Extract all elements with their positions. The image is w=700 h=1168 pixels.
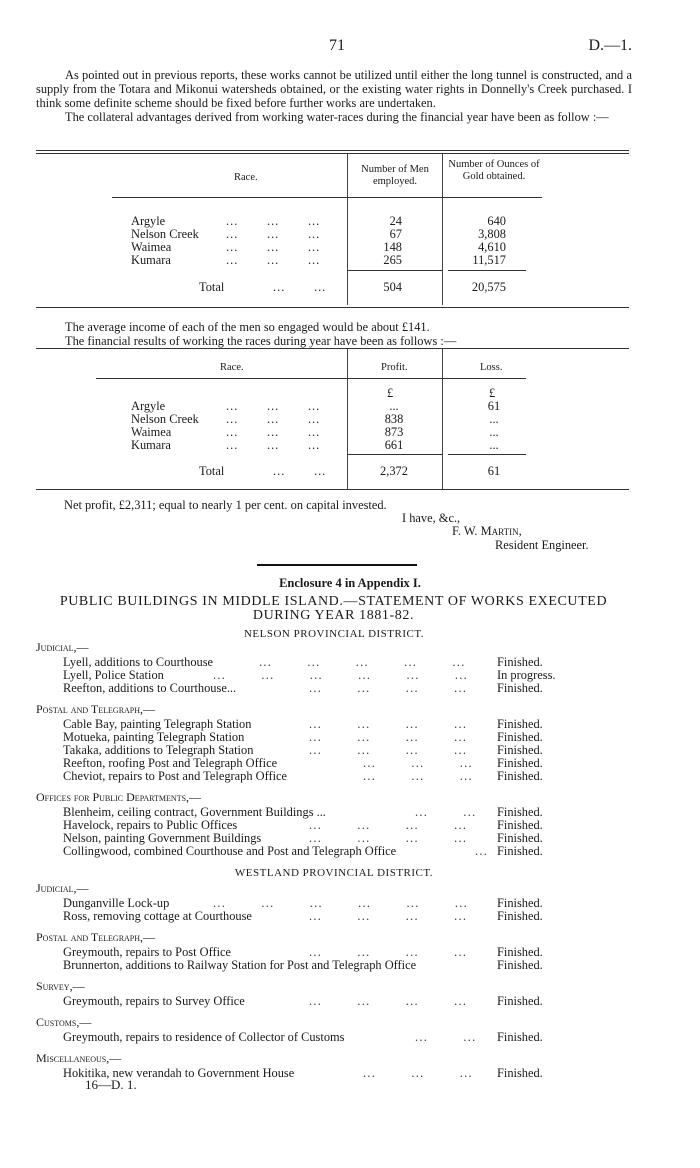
leader-dots: ... ... ... bbox=[226, 425, 321, 439]
loss-unit: £ bbox=[489, 386, 496, 400]
westland-district-heading: WESTLAND PROVINCIAL DISTRICT. bbox=[234, 867, 434, 879]
profit-value: 873 bbox=[384, 425, 404, 439]
statement-title-line-1: PUBLIC BUILDINGS IN MIDDLE ISLAND.—STATEMENT OF WORKS EXECUTED bbox=[59, 594, 608, 609]
section-postal-telegraph: Postal and Telegraph,— bbox=[36, 930, 156, 944]
list-item: Dunganville Lock-up ... ... ... ... ... ... Finished. bbox=[63, 896, 543, 910]
section-divider bbox=[257, 564, 417, 566]
leader-dots: ... ... bbox=[273, 280, 327, 294]
document-reference: D.—1. bbox=[588, 37, 632, 54]
races-employment-table bbox=[36, 150, 629, 310]
leader-dots: ... ... ... bbox=[226, 253, 321, 267]
item-name: Hokitika, new verandah to Government House bbox=[63, 1066, 295, 1080]
leader-dots: ... ... ... bbox=[226, 214, 321, 228]
item-status: Finished. bbox=[497, 717, 543, 731]
item-status: Finished. bbox=[497, 896, 543, 910]
item-status: Finished. bbox=[497, 844, 543, 858]
item-name: Lyell, additions to Courthouse bbox=[63, 655, 214, 669]
item-name: Greymouth, repairs to Survey Office bbox=[63, 994, 245, 1008]
item-name: Cable Bay, painting Telegraph Station bbox=[63, 717, 252, 731]
table-top-rule-2 bbox=[36, 153, 629, 154]
item-status: Finished. bbox=[497, 805, 543, 819]
item-status: Finished. bbox=[497, 730, 543, 744]
list-item: Takaka, additions to Telegraph Station ... ... ... ... Finished. bbox=[63, 743, 543, 757]
race-name: Nelson Creek bbox=[131, 412, 199, 426]
list-item: Lyell, Police Station ... ... ... ... ... ... In progress. bbox=[63, 668, 556, 682]
item-name: Takaka, additions to Telegraph Station bbox=[63, 743, 254, 757]
item-name: Cheviot, repairs to Post and Telegraph Office bbox=[63, 769, 288, 783]
loss-value: 61 bbox=[487, 399, 501, 413]
profit-unit: £ bbox=[387, 386, 394, 400]
list-item: Cheviot, repairs to Post and Telegraph Office ... ... ... Finished. bbox=[63, 769, 543, 783]
race-name: Nelson Creek bbox=[131, 227, 199, 241]
item-status: Finished. bbox=[497, 818, 543, 832]
section-judicial: Judicial,— bbox=[36, 881, 89, 895]
list-item: Blenheim, ceiling contract, Government Buildings ... ... ... Finished. bbox=[63, 805, 543, 819]
footer-signature-code: 16—D. 1. bbox=[85, 1077, 137, 1092]
item-name: Greymouth, repairs to residence of Collector of Customs bbox=[63, 1030, 345, 1044]
list-item: Havelock, repairs to Public Offices ... ... ... ... Finished. bbox=[63, 818, 543, 832]
leader-dots: ... ... ... bbox=[226, 438, 321, 452]
header-race: Race. bbox=[234, 172, 258, 183]
item-status: Finished. bbox=[497, 958, 543, 972]
item-status: Finished. bbox=[497, 1066, 543, 1080]
profit-value: 838 bbox=[384, 412, 404, 426]
net-profit-line: Net profit, £2,311; equal to nearly 1 per cent. on capital invested. bbox=[64, 498, 387, 512]
financial-results-line: The financial results of working the races during year have been as follows :— bbox=[65, 334, 457, 349]
total-profit: 2,372 bbox=[380, 464, 408, 478]
item-status: Finished. bbox=[497, 769, 543, 783]
total-label: Total bbox=[199, 280, 225, 294]
loss-value: ... bbox=[489, 412, 499, 426]
header-loss: Loss. bbox=[480, 362, 503, 373]
ounces-value: 3,808 bbox=[478, 227, 506, 241]
list-item: Reefton, roofing Post and Telegraph Office ... ... ... Finished. bbox=[63, 756, 543, 770]
profit-value: ... bbox=[389, 399, 399, 413]
table-bottom-rule bbox=[36, 307, 629, 308]
race-name: Kumara bbox=[131, 438, 171, 452]
column-divider bbox=[347, 153, 348, 305]
total-label: Total bbox=[199, 464, 225, 478]
ounces-value: 640 bbox=[487, 214, 506, 228]
header-profit: Profit. bbox=[381, 362, 408, 373]
intro-text bbox=[36, 68, 632, 125]
item-name: Brunnerton, additions to Railway Station for Post and Telegraph Office bbox=[63, 958, 417, 972]
page-header bbox=[0, 37, 700, 57]
table-top-rule bbox=[36, 150, 629, 151]
race-name: Kumara bbox=[131, 253, 171, 267]
item-status: Finished. bbox=[497, 743, 543, 757]
total-loss: 61 bbox=[487, 464, 501, 478]
signature-title: Resident Engineer. bbox=[495, 538, 589, 552]
item-status: Finished. bbox=[497, 945, 543, 959]
item-name: Motueka, painting Telegraph Station bbox=[63, 730, 245, 744]
races-profit-loss-table bbox=[36, 348, 629, 498]
list-item: Hokitika, new verandah to Government House ... ... ... Finished. bbox=[63, 1066, 543, 1080]
item-name: Dunganville Lock-up bbox=[63, 896, 170, 910]
loss-value: ... bbox=[489, 438, 499, 452]
item-name: Havelock, repairs to Public Offices bbox=[63, 818, 238, 832]
list-item: Greymouth, repairs to Survey Office ... ... ... ... Finished. bbox=[63, 994, 543, 1008]
nelson-district-heading: NELSON PROVINCIAL DISTRICT. bbox=[243, 628, 425, 640]
ounces-value: 4,610 bbox=[478, 240, 506, 254]
header-men-employed: Number of Men employed. bbox=[361, 164, 429, 187]
subtotal-rule bbox=[347, 270, 442, 271]
list-item: Collingwood, combined Courthouse and Post and Telegraph Office ... Finished. bbox=[63, 844, 543, 858]
header-rule bbox=[112, 197, 542, 198]
enclosure-heading: Enclosure 4 in Appendix I. bbox=[279, 576, 421, 590]
statement-title-line-2: DURING YEAR 1881-82. bbox=[252, 608, 415, 623]
middle-text bbox=[36, 320, 632, 348]
subtotal-rule bbox=[347, 454, 442, 455]
item-status: Finished. bbox=[497, 831, 543, 845]
table-bottom-rule bbox=[36, 489, 629, 490]
profit-value: 661 bbox=[384, 438, 404, 452]
subtotal-rule bbox=[448, 270, 526, 271]
section-miscellaneous: Miscellaneous,— bbox=[36, 1051, 122, 1065]
list-item: Nelson, painting Government Buildings ... ... ... ... Finished. bbox=[63, 831, 543, 845]
section-offices-public-departments: Offices for Public Departments,— bbox=[36, 790, 202, 804]
table-top-rule bbox=[36, 348, 629, 349]
loss-value: ... bbox=[489, 425, 499, 439]
list-item: Motueka, painting Telegraph Station ... ... ... ... Finished. bbox=[63, 730, 543, 744]
leader-dots: ... ... ... bbox=[226, 227, 321, 241]
signature-salutation: I have, &c., bbox=[402, 511, 461, 525]
ounces-value: 11,517 bbox=[472, 253, 506, 267]
list-item: Greymouth, repairs to residence of Collector of Customs ... ... Finished. bbox=[63, 1030, 543, 1044]
men-value: 148 bbox=[383, 240, 402, 254]
men-value: 67 bbox=[389, 227, 402, 241]
list-item bbox=[63, 958, 648, 971]
item-name: Lyell, Police Station bbox=[63, 668, 164, 682]
list-item: Lyell, additions to Courthouse ... ... ... ... ... Finished. bbox=[63, 655, 543, 669]
intro-paragraph-1: As pointed out in previous reports, these works cannot be utilized until either the long tunnel is constructed, and a supply from the Totara and Mikonui watersheds obtained, or the existing water rights in Donnelly's Creek purchased. I think some definite scheme should be fixed before further works are undertaken. bbox=[36, 68, 632, 111]
men-value: 24 bbox=[389, 214, 402, 228]
item-name: Collingwood, combined Courthouse and Post and Telegraph Office bbox=[63, 844, 397, 858]
race-name: Argyle bbox=[131, 399, 166, 413]
item-name: Reefton, roofing Post and Telegraph Office bbox=[63, 756, 278, 770]
subtotal-rule bbox=[448, 454, 526, 455]
leader-dots: ... ... bbox=[273, 464, 327, 478]
section-survey: Survey,— bbox=[36, 979, 85, 993]
total-men: 504 bbox=[383, 280, 402, 294]
column-divider bbox=[347, 349, 348, 489]
race-name: Waimea bbox=[131, 240, 172, 254]
section-judicial: Judicial,— bbox=[36, 640, 89, 654]
list-item: Cable Bay, painting Telegraph Station ... ... ... ... Finished. bbox=[63, 717, 543, 731]
item-name: Ross, removing cottage at Courthouse bbox=[63, 909, 252, 923]
column-divider bbox=[442, 153, 443, 305]
item-status: Finished. bbox=[497, 1030, 543, 1044]
average-income-line: The average income of each of the men so engaged would be about £141. bbox=[65, 320, 430, 334]
list-item: Ross, removing cottage at Courthouse ... ... ... ... Finished. bbox=[63, 909, 543, 923]
item-name: Nelson, painting Government Buildings bbox=[63, 831, 262, 845]
leader-dots: ... ... ... bbox=[226, 240, 321, 254]
item-status: Finished. bbox=[497, 655, 543, 669]
item-name: Reefton, additions to Courthouse... bbox=[63, 681, 237, 695]
item-status: In progress. bbox=[497, 668, 556, 682]
page-number: 71 bbox=[329, 37, 345, 54]
leader-dots: ... ... ... bbox=[226, 399, 321, 413]
race-name: Waimea bbox=[131, 425, 172, 439]
item-name: Blenheim, ceiling contract, Government Buildings ... bbox=[63, 805, 326, 819]
item-status: Finished. bbox=[497, 994, 543, 1008]
men-value: 265 bbox=[383, 253, 402, 267]
item-status: Finished. bbox=[497, 681, 543, 695]
list-item: Reefton, additions to Courthouse... ... ... ... ... Finished. bbox=[63, 681, 543, 695]
header-ounces-gold: Number of Ounces of Gold obtained. bbox=[448, 159, 540, 182]
header-rule bbox=[96, 378, 526, 379]
item-status: Finished. bbox=[497, 756, 543, 770]
section-postal-telegraph: Postal and Telegraph,— bbox=[36, 702, 156, 716]
item-status: Finished. bbox=[497, 909, 543, 923]
list-item: Greymouth, repairs to Post Office ... ... ... ... Finished. bbox=[63, 945, 543, 959]
leader-dots: ... ... ... bbox=[226, 412, 321, 426]
header-race: Race. bbox=[220, 362, 244, 373]
column-divider bbox=[442, 349, 443, 489]
race-name: Argyle bbox=[131, 214, 166, 228]
item-name: Greymouth, repairs to Post Office bbox=[63, 945, 232, 959]
signature-name: F. W. Martin, bbox=[452, 524, 522, 538]
intro-paragraph-2: The collateral advantages derived from working water-races during the financial year have been as follow :— bbox=[65, 110, 609, 125]
section-customs: Customs,— bbox=[36, 1015, 92, 1029]
total-ounces: 20,575 bbox=[471, 280, 506, 294]
